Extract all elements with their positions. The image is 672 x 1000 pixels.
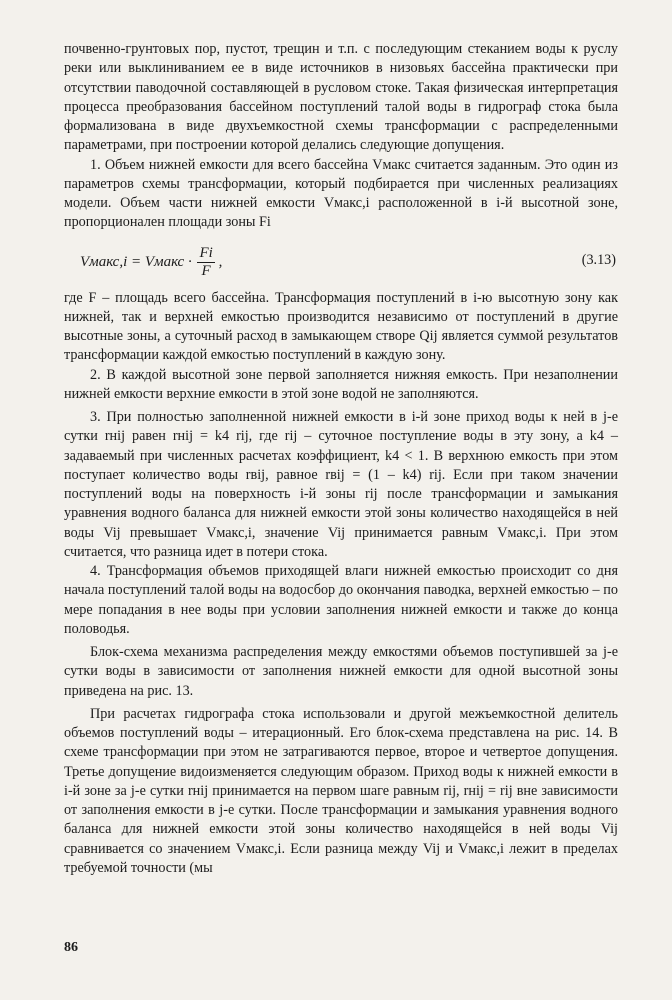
formula-numerator: Fi (199, 244, 213, 261)
formula-lhs: Vмакс,i = Vмакс · (80, 253, 192, 270)
paragraph: 1. Объем нижней емкости для всего бассейна Vмакс считается заданным. Это один из параметров схемы трансформации, который подбирается при численных реализациях модели. Объем части нижней емкости Vмакс,i расположенной в i-й высотной зоне, пропорционален площади зоны Fi (64, 156, 618, 231)
paragraph: 2. В каждой высотной зоне первой заполняется нижняя емкость. При незаполнении нижней емкости верхние емкости в этой зоне водой не заполняются. (64, 366, 618, 402)
paragraph: почвенно-грунтовых пор, пустот, трещин и т.п. с последующим стеканием воды к руслу реки или выклиниванием ее в виде источников в низовьях бассейна практически при отсутствии паводочной составляющей в русловом стоке. Такая физическая интерпретация процесса преобразования бассейном поступлений талой воды в гидрограф стока была формализована в виде двухъемкостной схемы трансформации с распределенными параметрами, при построении которой делались следующие допущения. (64, 41, 618, 154)
paragraph: Блок-схема механизма распределения между емкостями объемов поступившей за j-е сутки воды в зависимости от заполнения нижней емкости для одной высотной зоны приведена на рис. 13. (64, 644, 618, 699)
page-number: 86 (64, 940, 78, 955)
formula-3-13 (64, 235, 618, 285)
paragraph: 3. При полностью заполненной нижней емкости в i-й зоне приход воды к ней в j-е сутки rнij равен rнij = k4 rij, где rij – суточное поступление воды в эту зону, а k4 – задаваемый при численных расчетах коэффициент, k4 < 1. В верхнюю емкость при этом поступает количество воды rвij, равное rвij = (1 – k4) rij. Если при таком значении поступлений воды на поверхность i-й зоны rij после трансформации и замыкания уравнения водного баланса для нижней емкости этой зоны количество находящейся в ней воды Vij превышает Vмакс,i, значение Vij принимается равным Vмакс,i. При этом считается, что разница идет в потери стока. (64, 409, 618, 560)
formula-fraction (197, 245, 214, 280)
equation-number: (3.13) (581, 251, 616, 268)
paragraph: При расчетах гидрографа стока использовали и другой межъемкостной делитель объемов поступлений воды – итерационный. Его блок-схема представлена на рис. 14. В схеме трансформации при этом не затрагиваются первое, второе и четвертое допущения. Третье допущение видоизменяется следующим образом. Приход воды к нижней емкости в i-й зоне за j-е сутки rнij принимается на первом шаге равным rij, rнij = rij вне зависимости от заполнения емкости в j-е сутки. После трансформации и замыкания уравнения водного баланса для нижней емкости этой зоны количество находящейся в ней воды Vij сравнивается со значением Vмакс,i. Если разница между Vij и Vмакс,i лежит в пределах требуемой точности (мы (64, 705, 618, 876)
formula-tail: , (218, 253, 223, 270)
paragraph: 4. Трансформация объемов приходящей влаги нижней емкостью происходит со дня начала поступлений талой воды на водосбор до окончания паводка, верхней емкостью – по мере попадания в нее воды при условии заполнения нижней емкости и также до конца половодья. (64, 563, 618, 637)
paragraph: где F – площадь всего бассейна. Трансформация поступлений в i-ю высотную зону как нижней, так и верхней емкостью производится независимо от поступлений в другие высотные зоны, а суточный расход в замыкающем створе Qij является суммой результатов трансформации каждой емкостью поступлений в каждую зону. (64, 289, 618, 364)
formula-denominator: F (201, 262, 211, 279)
body-text (64, 40, 618, 878)
